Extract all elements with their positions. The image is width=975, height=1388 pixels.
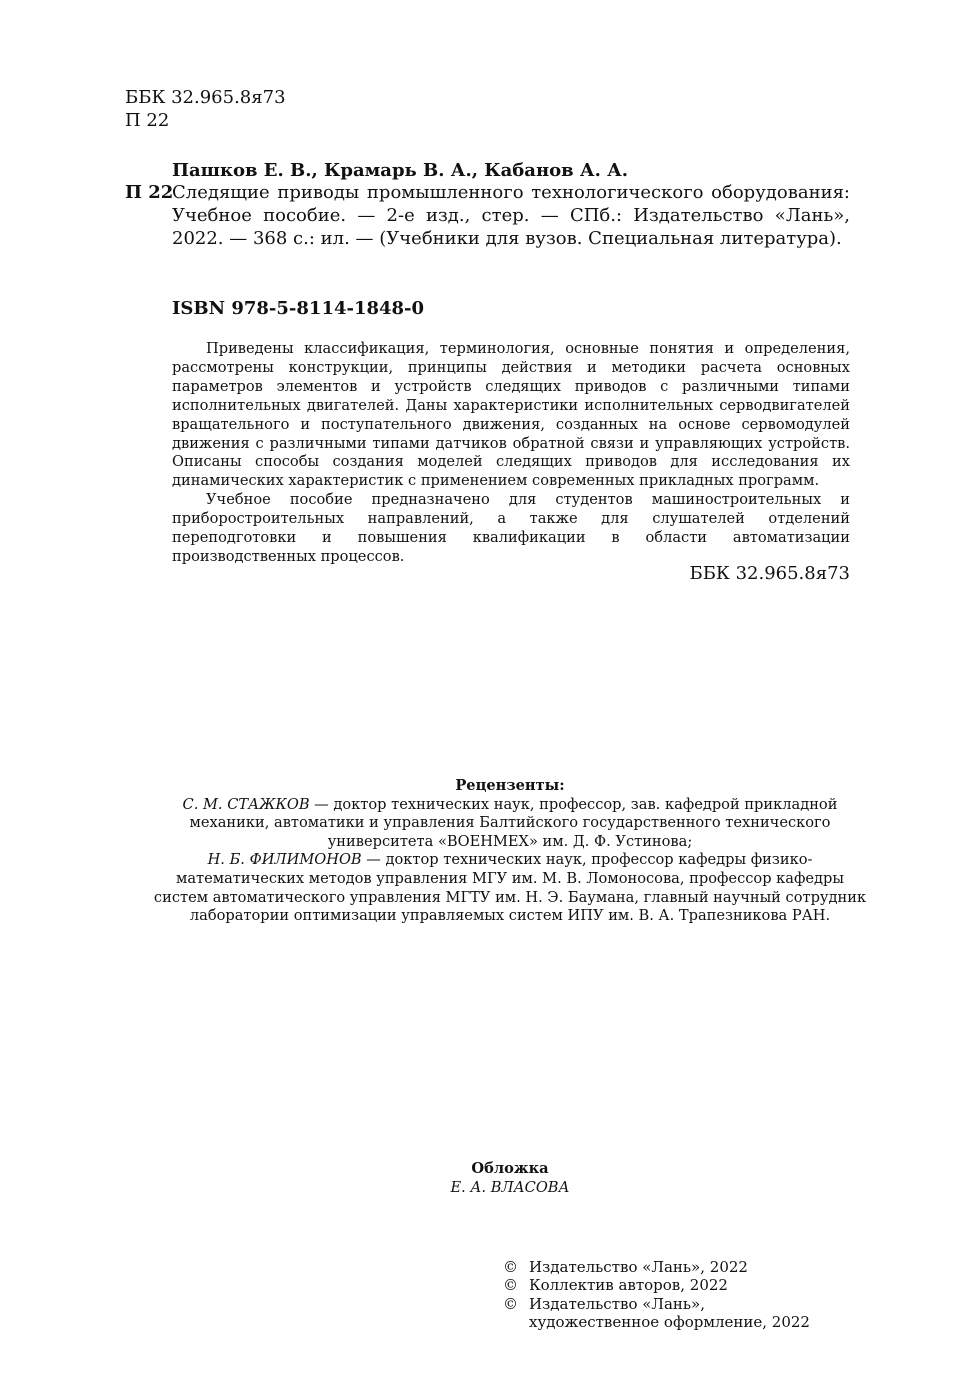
copyright-text-3a: Издательство «Лань», <box>529 1294 706 1313</box>
copyright-block <box>503 1258 810 1332</box>
reviewer-1-text: — доктор технических наук, профессор, зав. кафедрой прикладной механики, автоматики и управления Балтийского государственного технического университета «ВОЕНМЕХ» им. Д. Ф. Устинова; <box>189 795 838 850</box>
cover-credit <box>360 1160 660 1197</box>
reviewer-2-name: Н. Б. ФИЛИМОНОВ <box>207 851 362 869</box>
cover-designer: Е. А. ВЛАСОВА <box>450 1178 570 1196</box>
top-classification <box>125 86 286 132</box>
copyright-text-3b: художественное оформление, 2022 <box>529 1313 810 1332</box>
reviewer-2 <box>150 851 870 925</box>
annotation-paragraph-2: Учебное пособие предназначено для студентов машиностроительных и приборостроительных направлений, а также для слушателей отделений переподготовки и повышения квалификации в области автоматизации производственных процессов. <box>172 491 850 565</box>
annotation-paragraph-1: Приведены классификация, терминология, основные понятия и определения, рассмотрены конструкции, принципы действия и методики расчета основных параметров элементов и устройств следящих приводов с различными типами исполнительных двигателей. Даны характеристики исполнительных серводвигателей вращательного и поступательного движения, созданных на основе сервомодулей движения с различными типами датчиков обратной связи и управляющих устройств. Описаны способы создания моделей следящих приводов для исследования их динамических характеристик с применением современных прикладных программ. <box>172 340 850 490</box>
reviewers-block <box>150 777 870 926</box>
entry-code: П 22 <box>125 182 174 203</box>
copyright-line-2 <box>503 1276 810 1294</box>
author-mark-code: П 22 <box>125 110 170 131</box>
bbk-code-top: ББК 32.965.8я73 <box>125 87 286 108</box>
isbn: ISBN 978-5-8114-1848-0 <box>172 298 425 319</box>
cover-heading: Обложка <box>471 1160 549 1177</box>
reviewer-2-text: — доктор технических наук, профессор кафедры физико-математических методов управления МГУ им. М. В. Ломоносова, профессор кафедры систем автоматического управления МГТУ им. Н. Э. Баумана, главный научный сотрудник лаборатории оптимизации управляемых систем ИПУ им. В. А. Трапезникова РАН. <box>153 851 867 925</box>
authors-line: Пашков Е. В., Крамарь В. А., Кабанов А. А. <box>172 160 629 181</box>
bbk-code-bottom: ББК 32.965.8я73 <box>689 563 850 584</box>
copyright-icon: © <box>503 1276 518 1295</box>
copyright-line-1 <box>503 1258 810 1276</box>
reviewers-heading: Рецензенты: <box>455 777 565 794</box>
reviewer-1 <box>150 796 870 852</box>
copyright-text-2: Коллектив авторов, 2022 <box>529 1276 728 1295</box>
annotation <box>172 340 850 567</box>
entry-description: Следящие приводы промышленного технологического оборудования: Учебное пособие. — 2-е изд., стер. — СПб.: Издательство «Лань», 2022. — 368 с.: ил. — (Учебники для вузов. Специальная литература). <box>172 182 850 249</box>
copyright-line-4 <box>503 1313 810 1331</box>
copyright-text-1: Издательство «Лань», 2022 <box>529 1258 748 1276</box>
copyright-icon: © <box>503 1294 518 1313</box>
copyright-line-3 <box>503 1295 810 1313</box>
reviewer-1-name: С. М. СТАЖКОВ <box>182 795 310 813</box>
copyright-icon: © <box>503 1258 518 1276</box>
